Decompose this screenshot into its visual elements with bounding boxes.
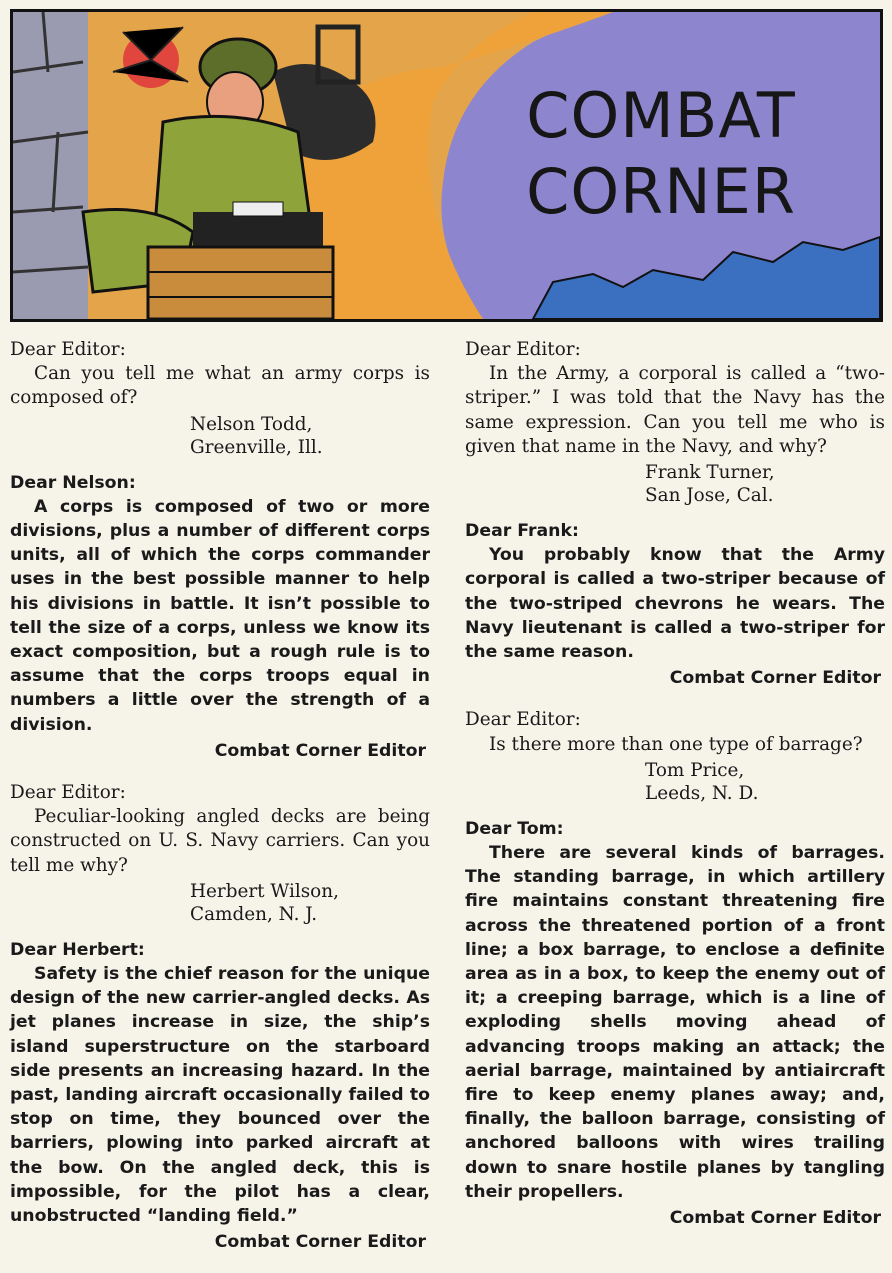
letter-question: In the Army, a corporal is called a “two-striper.” I was told that the Navy has the same expression. Can you tell me who is given that name in the Navy, and why? xyxy=(465,363,885,457)
letter-sender xyxy=(465,461,885,507)
banner-title xyxy=(481,78,841,230)
reply-text: You probably know that the Army corporal is called a two-striper because of the two-striped chevrons he wears. The Navy lieutenant is called a two-striper for the same reason. xyxy=(465,545,885,663)
sender-location: Camden, N. J. xyxy=(190,903,318,925)
banner-title-line-1: COMBAT xyxy=(526,79,796,152)
letter-question: Is there more than one type of barrage? xyxy=(489,733,863,755)
letter-sender xyxy=(10,413,430,459)
editor-reply xyxy=(465,817,885,1230)
reply-salutation: Dear Tom: xyxy=(465,818,564,839)
editor-reply xyxy=(465,519,885,690)
letter-question: Peculiar-looking angled decks are being constructed on U. S. Navy carriers. Can you tell me why? xyxy=(10,806,430,876)
sender-location: Greenville, Ill. xyxy=(190,436,323,458)
reply-signoff: Combat Corner Editor xyxy=(669,1208,881,1229)
reader-letter xyxy=(10,338,430,459)
reply-signoff: Combat Corner Editor xyxy=(214,1232,426,1253)
letter-sender xyxy=(10,880,430,926)
letter-question: Can you tell me what an army corps is composed of? xyxy=(10,363,430,409)
letter-salutation: Dear Editor: xyxy=(10,339,126,360)
reply-text: There are several kinds of barrages. The standing barrage, in which artillery fire maintains constant threatening fire across the threatened portion of a front line; a box barrage, to enclose a definite area as in a box, to keep the enemy out of it; a creeping barrage, which is a line of exploding shells moving ahead of advancing troops making an attack; the aerial barrage, maintained by antiaircraft fire to keep enemy planes away; and, finally, the balloon barrage, consisting of anchored balloons with wires trailing down to snare hostile planes by tangling their propellers. xyxy=(465,843,885,1202)
reader-letter xyxy=(465,338,885,507)
letter-salutation: Dear Editor: xyxy=(465,339,581,360)
left-column xyxy=(10,338,430,1273)
editor-reply xyxy=(10,938,430,1255)
reply-salutation: Dear Herbert: xyxy=(10,939,145,960)
combat-corner-banner xyxy=(10,9,883,322)
letter-salutation: Dear Editor: xyxy=(465,709,581,731)
reply-salutation: Dear Nelson: xyxy=(10,472,136,493)
letter-sender xyxy=(465,759,885,805)
banner-title-line-2: CORNER xyxy=(526,155,796,228)
right-column xyxy=(465,338,885,1248)
reader-letter xyxy=(10,781,430,926)
sender-name: Frank Turner, xyxy=(645,462,775,484)
sender-name: Nelson Todd, xyxy=(190,413,313,435)
sender-location: San Jose, Cal. xyxy=(645,485,774,507)
reply-text: A corps is composed of two or more divisions, plus a number of different corps units, all of which the corps commander uses in the best possible manner to help his divisions in battle. It isn’t possible to tell the size of a corps, unless we know its exact composition, but a rough rule is to assume that the corps troops equal in numbers a little over the strength of a division. xyxy=(10,496,430,735)
sender-location: Leeds, N. D. xyxy=(645,782,759,804)
editor-reply xyxy=(10,471,430,763)
reader-letter xyxy=(465,708,885,804)
reply-text: Safety is the chief reason for the unique design of the new carrier-angled decks. As jet planes increase in size, the ship’s island superstructure on the starboard side presents an increasing hazard. In the past, landing aircraft occasionally failed to stop on time, they bounced over the barriers, plowing into parked aircraft at the bow. On the angled deck, this is impossible, for the pilot has a clear, unobstructed “landing field.” xyxy=(10,964,430,1227)
letter-salutation: Dear Editor: xyxy=(10,782,126,804)
sender-name: Tom Price, xyxy=(645,759,745,781)
sender-name: Herbert Wilson, xyxy=(190,880,339,902)
reply-signoff: Combat Corner Editor xyxy=(214,740,426,761)
reply-salutation: Dear Frank: xyxy=(465,521,579,542)
reply-signoff: Combat Corner Editor xyxy=(669,668,881,689)
